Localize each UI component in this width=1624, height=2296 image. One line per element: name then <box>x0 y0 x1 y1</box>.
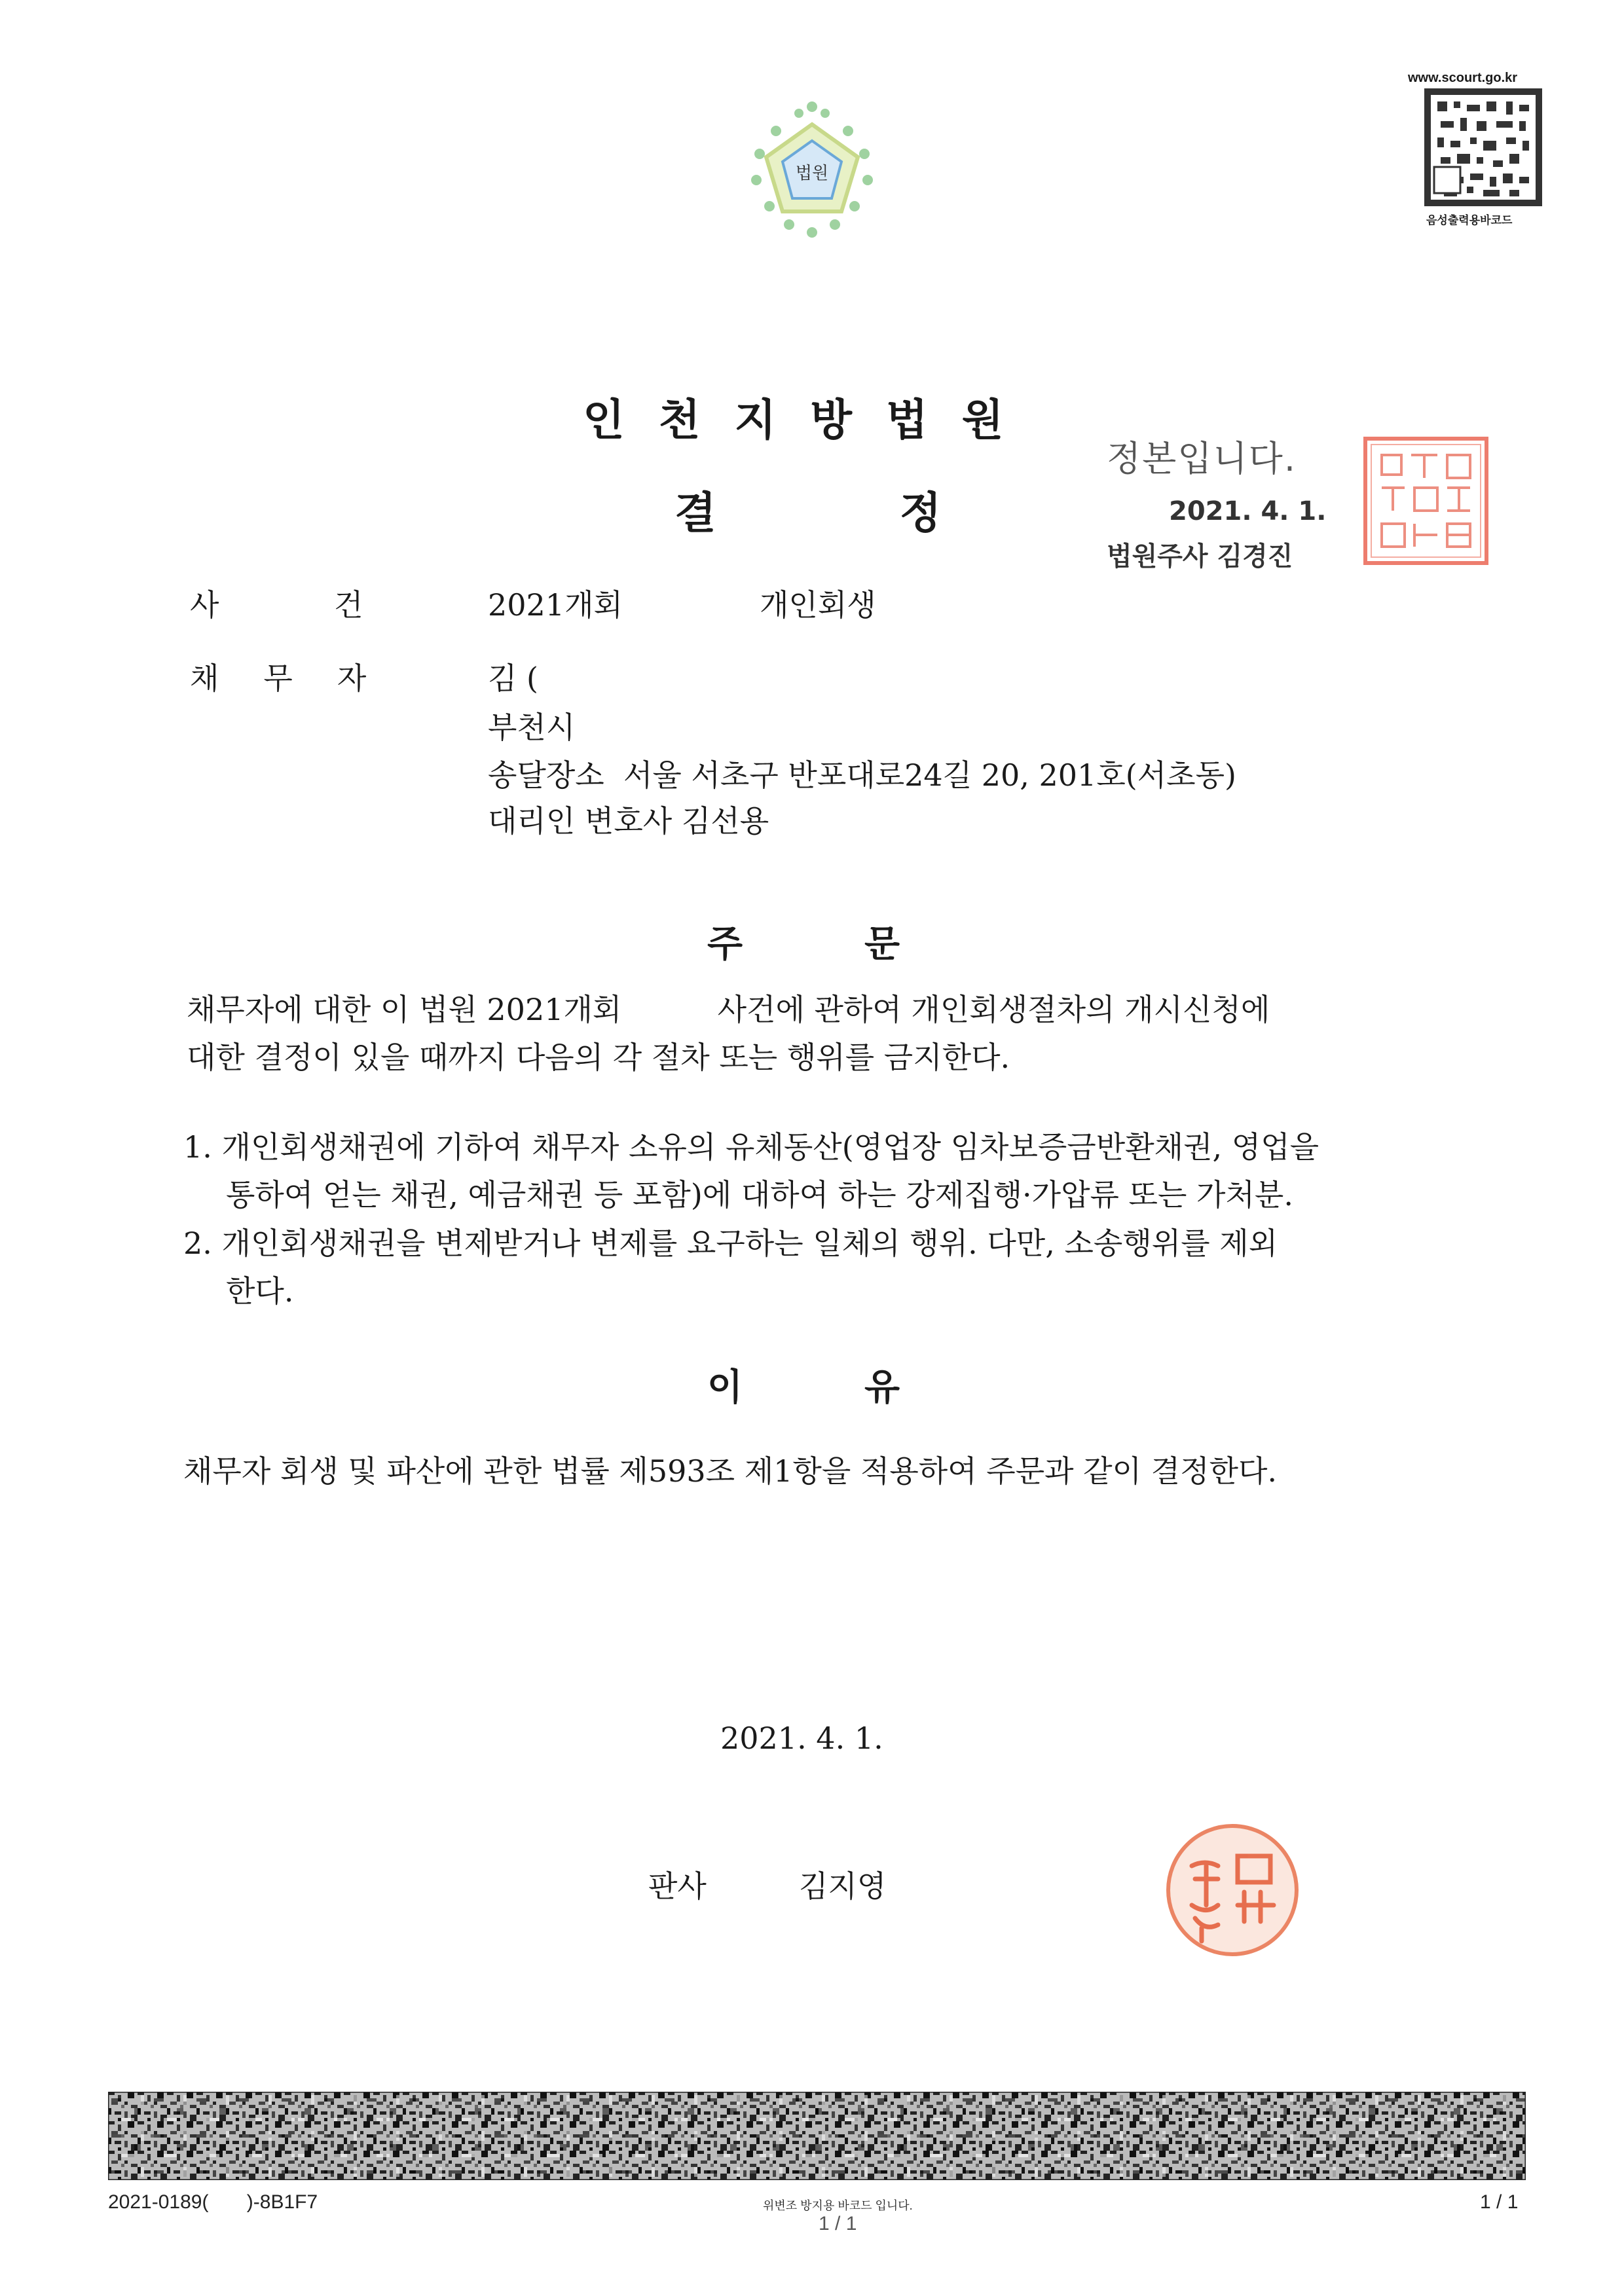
judge-title: 판사 <box>648 1868 707 1904</box>
reason-heading-left: 이 <box>707 1366 743 1409</box>
document-id: 2021-0189( )-8B1F7 <box>108 2191 318 2213</box>
certification-date: 2021. 4. 1. <box>1169 496 1327 526</box>
order-heading-right: 문 <box>864 922 900 966</box>
decision-date: 2021. 4. 1. <box>720 1721 883 1756</box>
order-item-2-cont: 한다. <box>226 1273 294 1309</box>
court-emblem-icon <box>737 95 887 242</box>
order-item-2: 2. 개인회생채권을 변제받거나 변제를 요구하는 일체의 행위. 다만, 소송행위를 제외 <box>183 1226 1278 1261</box>
order-line-1: 채무자에 대한 이 법원 2021개회 사건에 관하여 개인회생절차의 개시신청에 <box>187 992 1270 1027</box>
order-line-2: 대한 결정이 있을 때까지 다음의 각 절차 또는 행위를 금지한다. <box>187 1040 1010 1075</box>
title-left: 결 <box>674 487 716 538</box>
order-heading-left: 주 <box>707 922 743 966</box>
court-name: 인천지방법원 <box>583 394 1038 445</box>
case-type: 개인회생 <box>760 587 876 623</box>
service-address: 송달장소 서울 서초구 반포대로24길 20, 201호(서초동) <box>488 757 1236 793</box>
court-website: www.scourt.go.kr <box>1408 71 1518 85</box>
case-number: 2021개회 <box>488 587 623 623</box>
certification-text: 정본입니다. <box>1107 438 1297 479</box>
document-title <box>674 478 942 540</box>
page-number-right: 1 / 1 <box>1480 2191 1519 2213</box>
debtor-address: 부천시 <box>488 710 576 745</box>
certification-officer: 법원주사 김경진 <box>1107 541 1293 572</box>
qr-code-icon <box>1424 88 1542 206</box>
debtor-label: 채무자 <box>190 661 411 696</box>
case-label-b: 건 <box>334 587 363 623</box>
debtor-name: 김 ( <box>488 661 539 696</box>
judge-seal-icon <box>1162 1820 1303 1961</box>
barcode-caption: 위변조 방지용 바코드 입니다. <box>763 2199 913 2212</box>
court-official-seal-icon <box>1362 435 1490 566</box>
reason-text: 채무자 회생 및 파산에 관한 법률 제593조 제1항을 적용하여 주문과 같이 결정한다. <box>183 1453 1278 1489</box>
qr-caption: 음성출력용바코드 <box>1426 214 1513 227</box>
anti-forgery-barcode-icon <box>108 2092 1526 2180</box>
order-item-1-cont: 통하여 얻는 채권, 예금채권 등 포함)에 대하여 하는 강제집행·가압류 또는 가처분. <box>226 1177 1293 1212</box>
case-label-a: 사 <box>190 587 219 623</box>
reason-heading-right: 유 <box>864 1366 900 1409</box>
svg-text:법원: 법원 <box>795 164 829 183</box>
judge-name: 김지영 <box>799 1868 887 1904</box>
title-right: 정 <box>899 487 942 538</box>
debtor-agent: 대리인 변호사 김선용 <box>488 803 769 839</box>
page-number-center: 1 / 1 <box>819 2213 857 2234</box>
order-item-1: 1. 개인회생채권에 기하여 채무자 소유의 유체동산(영업장 임차보증금반환채권, 영업을 <box>183 1129 1320 1165</box>
